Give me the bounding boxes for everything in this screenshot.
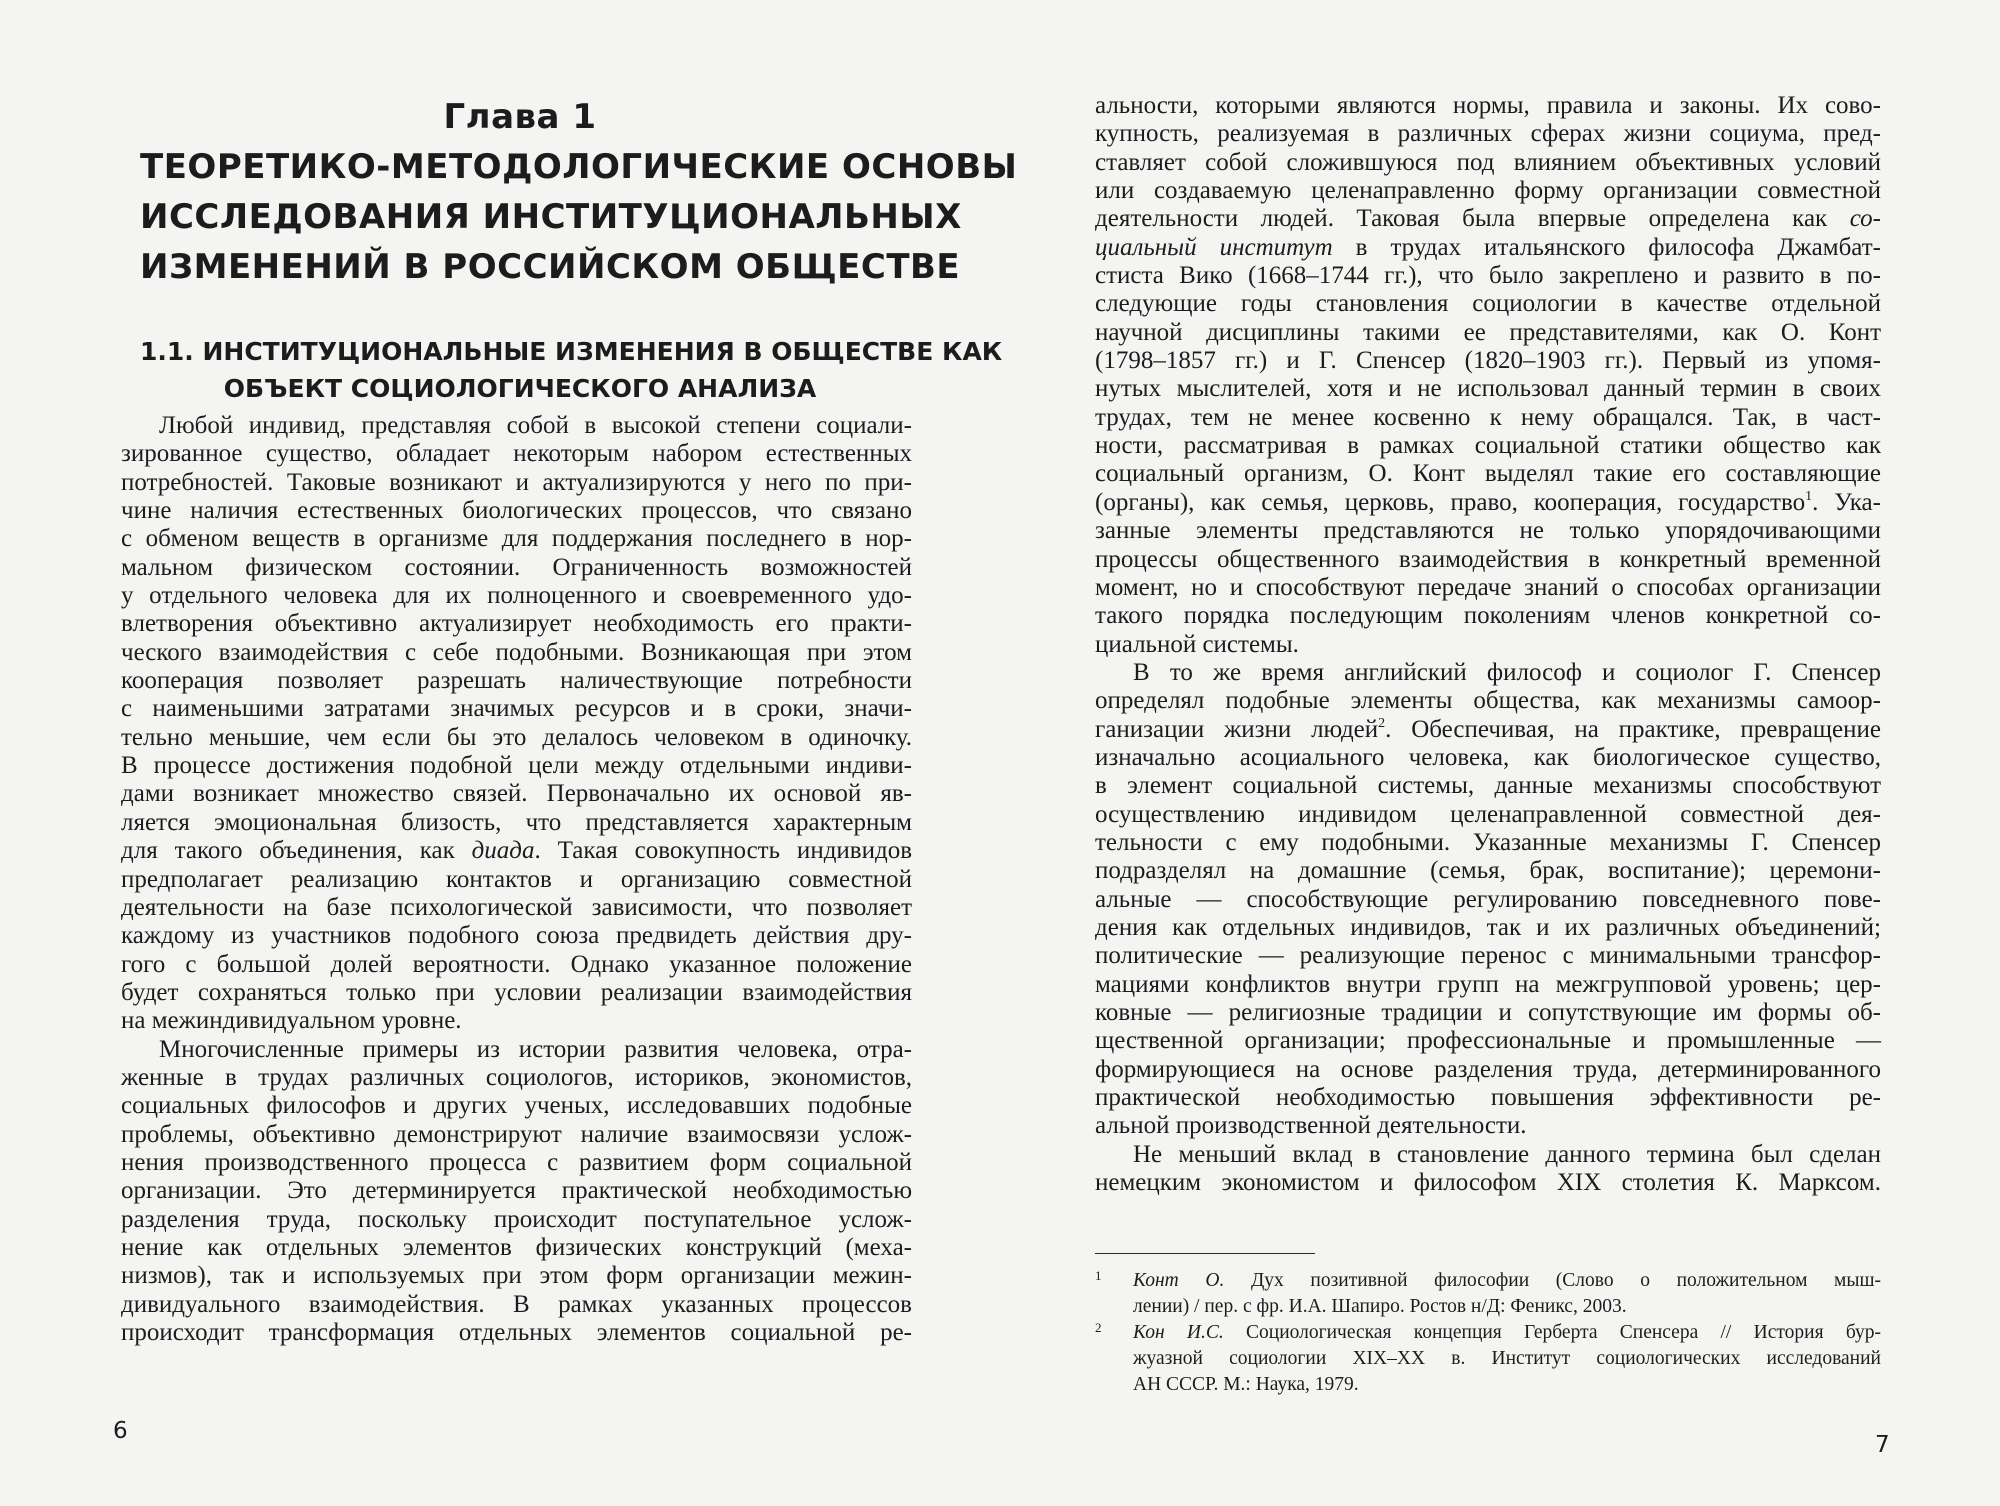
text-line: В процессе достижения подобной цели между отдельными индиви- bbox=[121, 752, 912, 780]
right-body-text bbox=[1095, 92, 1881, 1197]
text-line: процессы общественного взаимодействия в конкретный временной bbox=[1095, 545, 1881, 573]
text-line: потребностей. Таковые возникают и актуализируются у него по при- bbox=[121, 468, 912, 496]
text-line: предполагает реализацию контактов и организацию совместной bbox=[121, 865, 912, 893]
page-number-left: 6 bbox=[113, 1418, 128, 1444]
text-line: трудах, тем не менее косвенно к нему обращался. Так, в част- bbox=[1095, 403, 1881, 431]
chapter-title-line: ИЗМЕНЕНИЙ В РОССИЙСКОМ ОБЩЕСТВЕ bbox=[140, 247, 961, 287]
text-line: ставляет собой сложившуюся под влиянием объективных условий bbox=[1095, 148, 1881, 176]
text-line: мациями конфликтов внутри групп на межгрупповой уровень; цер- bbox=[1095, 970, 1881, 998]
footnote-author: Конт О. bbox=[1133, 1270, 1225, 1291]
text-line: политические — реализующие перенос с минимальными трансфор- bbox=[1095, 942, 1881, 970]
text-line: Многочисленные примеры из истории развития человека, отра- bbox=[159, 1035, 912, 1063]
text-line: Не меньший вклад в становление данного термина был сделан bbox=[1133, 1140, 1881, 1168]
text-line: женные в трудах различных социологов, историков, экономистов, bbox=[121, 1063, 912, 1091]
text-line: гого с большой долей вероятности. Однако указанное положение bbox=[121, 950, 912, 978]
text-line: научной дисциплины такими ее представителями, как О. Конт bbox=[1095, 318, 1881, 346]
text-line: дами возникает множество связей. Первоначально их основой яв- bbox=[121, 780, 912, 808]
text-line: изначально асоциального человека, как биологическое существо, bbox=[1095, 743, 1881, 771]
text-line: альности, которыми являются нормы, правила и законы. Их сово- bbox=[1095, 92, 1881, 119]
page-number-right: 7 bbox=[1875, 1432, 1890, 1458]
text-line: деятельности на базе психологической зависимости, что позволяет bbox=[121, 893, 912, 921]
text-line: практической необходимостью повышения эффективности ре- bbox=[1095, 1084, 1881, 1112]
text-line bbox=[1095, 489, 1881, 517]
text-line: с наименьшими затратами значимых ресурсов и в сроки, значи- bbox=[121, 695, 912, 723]
text-line: занные элементы представляются не только упорядочивающими bbox=[1095, 517, 1881, 545]
text-line: с обменом веществ в организме для поддержания последнего в нор- bbox=[121, 525, 912, 553]
footnote-line: 1 Конт О. Дух позитивной философии (Слово о положительном мыш- bbox=[1095, 1268, 1882, 1291]
text-fragment: . Такая совокупность индивидов bbox=[534, 837, 912, 865]
text-line: социальный организм, О. Конт выделял такие его составляющие bbox=[1095, 460, 1881, 488]
section-title-line: ОБЪЕКТ СОЦИОЛОГИЧЕСКОГО АНАЛИЗА bbox=[223, 374, 817, 403]
text-line: влетворения объективно актуализирует необходимость его практи- bbox=[121, 610, 912, 638]
text-line: кооперация позволяет разрешать наличествующие потребности bbox=[121, 667, 912, 695]
text-line: В то же время английский философ и социолог Г. Спенсер bbox=[1133, 658, 1881, 686]
chapter-title-line: ИССЛЕДОВАНИЯ ИНСТИТУЦИОНАЛЬНЫХ bbox=[140, 197, 962, 237]
text-line: нение как отдельных элементов физических конструкций (меха- bbox=[121, 1233, 912, 1261]
text-fragment: в трудах итальянского философа Джамбат- bbox=[1332, 233, 1881, 261]
text-line: немецким экономистом и философом XIX столетия К. Марксом. bbox=[1095, 1169, 1881, 1197]
text-line: (1798–1857 гг.) и Г. Спенсер (1820–1903 гг.). Первый из упомя- bbox=[1095, 347, 1881, 375]
text-line bbox=[121, 837, 912, 865]
text-line: чине наличия естественных биологических процессов, что связано bbox=[121, 497, 912, 525]
text-line: стиста Вико (1668–1744 гг.), что было закреплено и развито в по- bbox=[1095, 262, 1881, 290]
text-line: низмов), так и используемых при этом форм организации межин- bbox=[121, 1262, 912, 1290]
text-line: или создаваемую целенаправленно форму организации совместной bbox=[1095, 177, 1881, 205]
text-line: альные — способствующие регулированию повседневного пове- bbox=[1095, 885, 1881, 913]
section-title-line: 1.1. ИНСТИТУЦИОНАЛЬНЫЕ ИЗМЕНЕНИЯ В ОБЩЕСТВЕ КАК bbox=[140, 337, 1003, 366]
text-line: ковные — религиозные традиции и сопутствующие им формы об- bbox=[1095, 999, 1881, 1026]
footnote-line: АН СССР. М.: Наука, 1979. bbox=[1133, 1374, 1359, 1395]
text-line: на межиндивидуальном уровне. bbox=[121, 1007, 462, 1035]
text-fragment: деятельности людей. Таковая была впервые определена как bbox=[1095, 205, 1850, 233]
footnote-author: Кон И.С. bbox=[1133, 1322, 1224, 1343]
text-line: дивидуального взаимодействия. В рамках указанных процессов bbox=[121, 1290, 912, 1318]
footnote-ref: 1 bbox=[1805, 488, 1813, 504]
text-line: ности, рассматривая в рамках социальной статики общество как bbox=[1095, 432, 1881, 460]
text-line: дения как отдельных индивидов, так и их различных объединений; bbox=[1095, 913, 1881, 941]
italic-term: циальный институт bbox=[1095, 233, 1333, 261]
footnote-line: лении) / пер. с фр. И.А. Шапиро. Ростов н/Д: Феникс, 2003. bbox=[1133, 1296, 1627, 1317]
text-line: альной производственной деятельности. bbox=[1095, 1112, 1527, 1140]
text-line: мальном физическом состоянии. Ограниченность возможностей bbox=[121, 553, 912, 581]
text-line: осуществлению индивидом целенаправленной совместной дея- bbox=[1095, 800, 1881, 828]
text-line: формирующиеся на основе разделения труда, детерминированного bbox=[1095, 1055, 1881, 1083]
text-line: организации. Это детерминируется практической необходимостью bbox=[121, 1177, 912, 1205]
text-fragment: для такого объединения, как bbox=[121, 837, 472, 865]
text-fragment: ганизации жизни людей bbox=[1095, 715, 1379, 743]
text-line: социальных философов и других ученых, исследовавших подобные bbox=[121, 1092, 912, 1120]
text-line: следующие годы становления социологии в качестве отдельной bbox=[1095, 290, 1881, 318]
section-heading bbox=[140, 333, 1003, 407]
text-line: у отдельного человека для их полноценного и своевременного удо- bbox=[121, 582, 912, 610]
text-line: определял подобные элементы общества, как механизмы самоор- bbox=[1095, 687, 1881, 715]
chapter-heading bbox=[140, 92, 1018, 292]
text-line: ческого взаимодействия с себе подобными. Возникающая при этом bbox=[121, 638, 912, 666]
footnote-divider bbox=[1095, 1253, 1315, 1254]
footnote-line: жуазной социологии XIX–XX в. Институт социологических исследований bbox=[1133, 1348, 1881, 1369]
text-line: каждому из участников подобного союза предвидеть действия дру- bbox=[121, 922, 912, 950]
text-line bbox=[1095, 234, 1881, 262]
text-line: тельности с ему подобными. Указанные механизмы Г. Спенсер bbox=[1095, 828, 1881, 856]
text-line: будет сохраняться только при условии реализации взаимодействия bbox=[121, 978, 912, 1006]
italic-term: со- bbox=[1849, 205, 1881, 233]
italic-term: диада bbox=[471, 837, 535, 865]
chapter-title-line: ТЕОРЕТИКО-МЕТОДОЛОГИЧЕСКИЕ ОСНОВЫ bbox=[140, 147, 1018, 187]
footnote-text: Дух позитивной философии (Слово о положительном мыш- bbox=[1224, 1270, 1882, 1291]
text-line: происходит трансформация отдельных элементов социальной ре- bbox=[121, 1319, 912, 1346]
text-line: в элемент социальной системы, данные механизмы способствуют bbox=[1095, 772, 1881, 800]
text-line: зированное существо, обладает некоторым набором естественных bbox=[121, 440, 912, 468]
chapter-number: Глава 1 bbox=[443, 97, 597, 137]
text-line: проблемы, объективно демонстрируют наличие взаимосвязи услож- bbox=[121, 1120, 912, 1148]
text-line: ляется эмоциональная близость, что представляется характерным bbox=[121, 808, 912, 836]
footnote-ref: 2 bbox=[1378, 715, 1386, 731]
text-fragment: . Ука- bbox=[1812, 488, 1881, 516]
text-line bbox=[1095, 205, 1881, 233]
text-line: нутых мыслителей, хотя и не использовал данный термин в своих bbox=[1095, 375, 1881, 403]
footnote-line: 2 Кон И.С. Социологическая концепция Герберта Спенсера // История бур- bbox=[1095, 1320, 1881, 1343]
text-line: разделения труда, поскольку происходит поступательное услож- bbox=[121, 1205, 912, 1233]
text-line: циальной системы. bbox=[1095, 630, 1299, 658]
right-page bbox=[1000, 0, 2000, 1506]
text-line: подразделял на домашние (семья, брак, воспитание); церемони- bbox=[1095, 857, 1881, 885]
text-line: такого порядка последующим поколениям членов конкретной со- bbox=[1095, 602, 1881, 630]
footnote-text: Социологическая концепция Герберта Спенсера // История бур- bbox=[1223, 1322, 1881, 1343]
text-fragment: . Обеспечивая, на практике, превращение bbox=[1385, 715, 1881, 743]
text-line: Любой индивид, представляя собой в высокой степени социали- bbox=[159, 412, 912, 439]
left-body-text bbox=[121, 412, 912, 1347]
footnotes bbox=[1095, 1268, 1881, 1398]
text-line: нения производственного процесса с развитием форм социальной bbox=[121, 1148, 912, 1176]
text-line: купность, реализуемая в различных сферах жизни социума, пред- bbox=[1095, 120, 1881, 148]
text-line: щественной организации; профессиональные и промышленные — bbox=[1095, 1027, 1881, 1055]
text-line: момент, но и способствуют передаче знаний о способах организации bbox=[1095, 573, 1881, 601]
text-line bbox=[1095, 716, 1881, 744]
text-line: тельно меньшие, чем если бы это делалось человеком в одиночку. bbox=[121, 723, 912, 751]
text-fragment: (органы), как семья, церковь, право, кооперация, государство bbox=[1095, 488, 1806, 516]
